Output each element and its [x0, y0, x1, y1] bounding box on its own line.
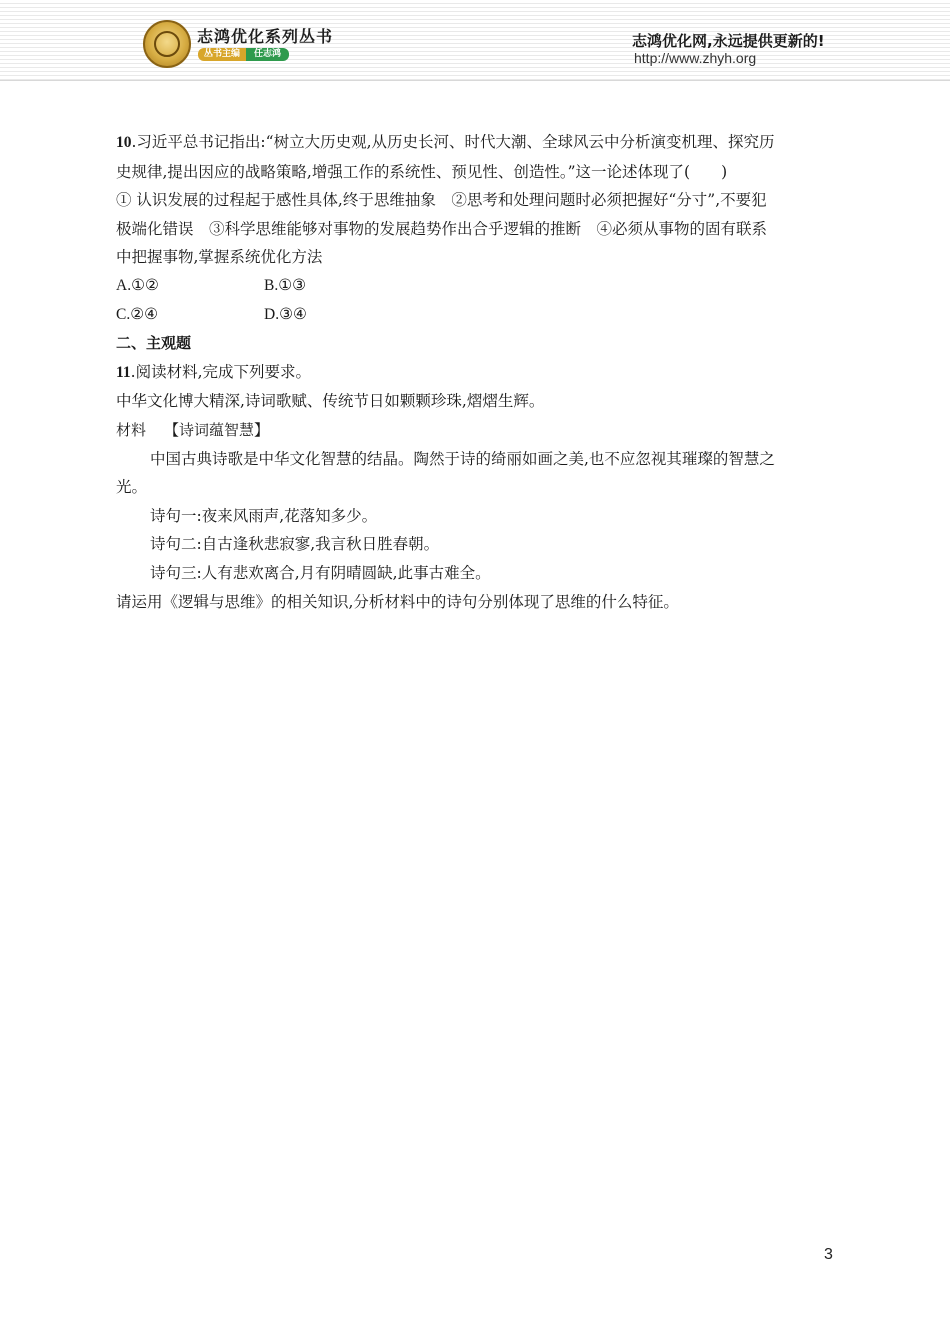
series-title: 志鸿优化系列丛书	[197, 27, 334, 46]
verse-3: 诗句三:人有悲欢离合,月有阴晴圆缺,此事古难全。	[150, 563, 491, 582]
editor-credit	[198, 48, 289, 61]
question-text-line: 极端化错误 ③科学思维能够对事物的发展趋势作出合乎逻辑的推断 ④必须从事物的固有联系	[116, 219, 768, 238]
header-divider	[0, 80, 950, 81]
question-text-line: .习近平总书记指出:“树立大历史观,从历史长河、时代大潮、全球风云中分析演变机理、探究历	[131, 133, 775, 151]
material-paragraph: 中国古典诗歌是中华文化智慧的结晶。陶然于诗的绮丽如画之美,也不应忽视其璀璨的智慧之	[150, 449, 775, 468]
options-row	[116, 301, 834, 330]
question-prompt: .阅读材料,完成下列要求。	[130, 362, 312, 381]
material-intro: 中华文化博大精深,诗词歌赋、传统节日如颗颗珍珠,熠熠生辉。	[116, 392, 545, 411]
editor-name: 任志鸿	[246, 48, 289, 61]
header-url: http://www.zhyh.org	[634, 50, 757, 66]
page-number: 3	[824, 1246, 833, 1263]
question-11-task: 请运用《逻辑与思维》的相关知识,分析材料中的诗句分别体现了思维的什么特征。	[116, 592, 679, 611]
question-text-line: 中把握事物,掌握系统优化方法	[116, 248, 323, 267]
options-row	[116, 272, 834, 301]
question-text-line: 史规律,提出因应的战略策略,增强工作的系统性、预见性、创造性。”这一论述体现了( )	[116, 162, 728, 181]
verse-1: 诗句一:夜来风雨声,花落知多少。	[150, 506, 378, 525]
page-header	[0, 0, 950, 80]
material-title: 【诗词蕴智慧】	[164, 420, 270, 439]
material-paragraph-end: 光。	[116, 478, 148, 497]
material-label: 材料	[116, 420, 147, 439]
editor-label: 丛书主编	[198, 48, 246, 61]
question-number: 10	[116, 134, 132, 151]
option-c: C.②④	[116, 305, 159, 323]
question-11	[116, 358, 834, 616]
option-b: B.①③	[264, 276, 307, 294]
gold-seal-emblem-icon	[143, 20, 191, 68]
question-10	[116, 128, 834, 329]
header-slogan: 志鸿优化网,永远提供更新的!	[632, 32, 825, 50]
option-a: A.①②	[116, 276, 159, 294]
verse-2: 诗句二:自古逢秋悲寂寥,我言秋日胜春朝。	[150, 535, 440, 554]
question-text-line: ① 认识发展的过程起于感性具体,终于思维抽象 ②思考和处理问题时必须把握好“分寸”,不要犯	[116, 191, 767, 210]
question-number: 11	[116, 363, 131, 381]
option-d: D.③④	[264, 305, 307, 323]
page-content	[116, 128, 834, 616]
section-heading: 二、主观题	[116, 334, 192, 353]
